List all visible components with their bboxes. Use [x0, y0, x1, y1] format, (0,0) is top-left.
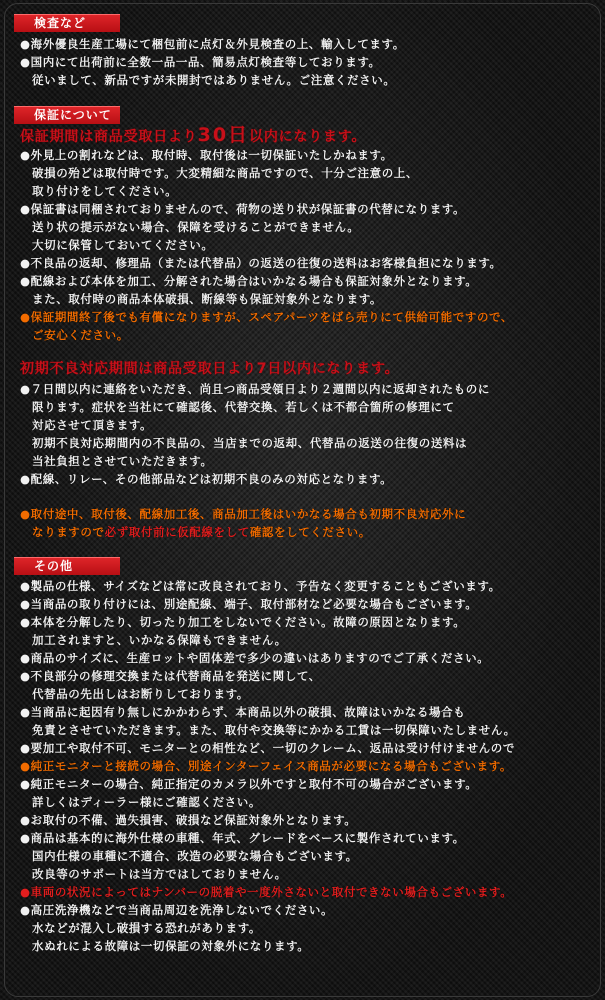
initial-defect-heading: 初期不良対応期間は商品受取日より7日以内になります。	[20, 361, 400, 377]
warranty-line: 破損の殆どは取付時です。大変精細な商品ですので、十分ご注意の上、	[32, 166, 419, 180]
initial-defect-line: ●７日間以内に連絡をいただき、尚且つ商品受領日より２週間以内に返却されたものに	[20, 382, 490, 396]
install-notice-emphasis: 必ず取付前に仮配線をして	[104, 525, 250, 539]
warranty-period-pre: 保証期間は商品受取日より	[20, 129, 198, 145]
inspection-line: 従いまして、新品ですが未開封ではありません。ご注意ください。	[32, 73, 396, 87]
others-line: ●当商品の取り付けには、別途配線、端子、取付部材など必要な場合もございます。	[20, 597, 478, 611]
warranty-line: ●配線および本体を加工、分解された場合はいかなる場合も保証対象外となります。	[20, 274, 478, 288]
others-line: ●高圧洗浄機などで当商品周辺を洗浄しないでください。	[20, 903, 334, 917]
section-heading-inspection: 検査など	[14, 14, 120, 32]
others-line: ●純正モニターの場合、純正指定のカメラ以外ですと取付不可の場合がございます。	[20, 777, 478, 791]
initial-defect-line: 対応させて頂きます。	[32, 418, 153, 432]
others-line: 水などが混入し破損する恐れがあります。	[32, 921, 261, 935]
others-line: 水ぬれによる故障は一切保証の対象外になります。	[32, 939, 310, 953]
section-heading-others: その他	[14, 557, 120, 575]
others-line: 免責とさせていただきます。また、取付や交換等にかかる工賃は一切保障いたしません。	[32, 723, 516, 737]
others-line: ●要加工や取付不可、モニターとの相性など、一切のクレーム、返品は受け付けませんので	[20, 741, 515, 755]
warranty-line: また、取付時の商品本体破損、断線等も保証対象外となります。	[32, 292, 382, 306]
warranty-line: ●保証書は同梱されておりませんので、荷物の送り状が保証書の代替になります。	[20, 202, 466, 216]
warranty-period-days: 30日	[197, 124, 250, 146]
others-line: ●本体を分解したり、切ったり加工をしないでください。故障の原因となります。	[20, 615, 466, 629]
others-line: 改良等のサポートは当方ではしておりません。	[32, 867, 287, 881]
install-notice-pre: なりますので	[32, 525, 105, 539]
warranty-period-post: 以内になります。	[249, 129, 367, 145]
spare-parts-notice: ご安心ください。	[32, 328, 129, 342]
warranty-line: ●外見上の割れなどは、取付時、取付後は一切保証いたしかねます。	[20, 148, 393, 162]
others-line: 国内仕様の車種に不適合、改造の必要な場合もございます。	[32, 849, 358, 863]
warranty-line: 送り状の提示がない場合、保障を受けることができません。	[32, 220, 360, 234]
initial-defect-line: 限ります。症状を当社にて確認後、代替交換、若しくは不都合箇所の修理にて	[32, 400, 455, 414]
others-line: ●不良部分の修理交換または代替商品を発送に関して、	[20, 669, 321, 683]
section-heading-warranty: 保証について	[14, 106, 120, 124]
warranty-line: 取り付けをしてください。	[32, 184, 178, 198]
others-line: ●当商品に起因有り無しにかかわらず、本商品以外の破損、故障はいかなる場合も	[20, 705, 466, 719]
initial-defect-line: ●配線、リレー、その他部品などは初期不良のみの対応となります。	[20, 472, 393, 486]
others-line: ●お取付の不備、過失損害、破損など保証対象外となります。	[20, 813, 357, 827]
install-notice: ●取付途中、取付後、配線加工後、商品加工後はいかなる場合も初期不良対応外に	[20, 507, 467, 521]
spare-parts-notice: ●保証期間終了後でも有償になりますが、スペアパーツをばら売りにて供給可能ですので、	[20, 310, 514, 324]
initial-defect-line: 初期不良対応期間内の不良品の、当店までの返却、代替品の返送の往復の送料は	[32, 436, 468, 450]
others-line: ●商品のサイズに、生産ロットや固体差で多少の違いはありますのでご了承ください。	[20, 651, 490, 665]
others-line: 代替品の先出しはお断りしております。	[32, 687, 249, 701]
interface-notice: ●純正モニターと接続の場合、別途インターフェイス商品が必要になる場合もございます。	[20, 759, 512, 773]
warranty-line: ●不良品の返却、修理品（または代替品）の返送の往復の送料はお客様負担になります。	[20, 256, 502, 270]
install-notice	[32, 523, 371, 541]
vehicle-warning: ●車両の状況によってはナンバーの脱着や一度外さないと取付できない場合もございます。	[20, 885, 513, 899]
warranty-period-heading	[20, 126, 366, 146]
install-notice-post: 確認をしてください。	[249, 525, 371, 539]
initial-defect-line: 当社負担とさせていただきます。	[32, 454, 213, 468]
others-line: 詳しくはディーラー様にご確認ください。	[32, 795, 261, 809]
others-line: ●製品の仕様、サイズなどは常に改良されており、予告なく変更することもございます。	[20, 579, 501, 593]
warranty-line: 大切に保管しておいてください。	[32, 238, 214, 252]
others-line: ●商品は基本的に海外仕様の車種、年式、グレードをベースに製作されています。	[20, 831, 465, 845]
inspection-line: ●国内にて出荷前に全数一品一品、簡易点灯検査等しております。	[20, 55, 381, 69]
others-line: 加工されますと、いかなる保障もできません。	[32, 633, 287, 647]
inspection-line: ●海外優良生産工場にて梱包前に点灯＆外見検査の上、輸入してます。	[20, 37, 405, 51]
